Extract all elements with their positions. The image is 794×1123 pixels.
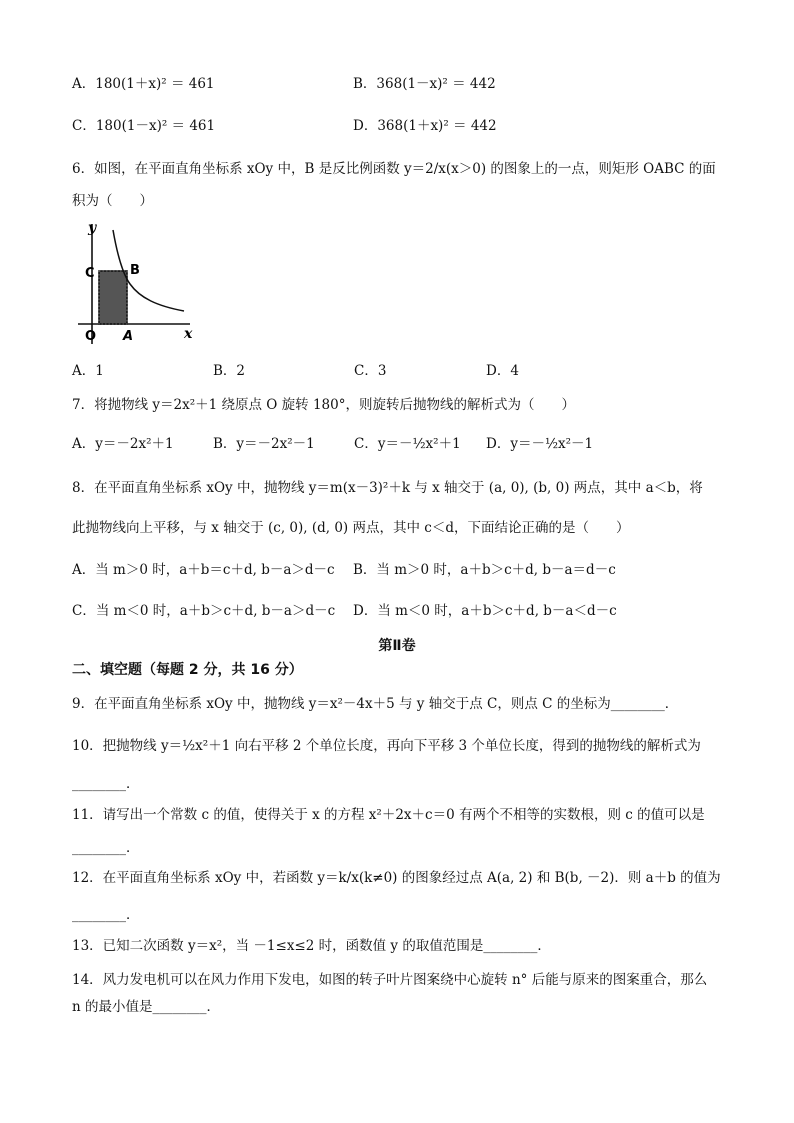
q7-option-b: B．y＝－2x²－1 (213, 436, 315, 452)
fig-label-b: B (130, 263, 140, 278)
fig-label-c: C (85, 266, 95, 281)
q7-option-d: D．y＝－½x²－1 (486, 436, 594, 452)
q8-option-d: D．当 m＜0 时，a＋b＞c＋d, b－a＜d－c (353, 603, 617, 619)
q9-stem: 9．在平面直角坐标系 xOy 中，抛物线 y＝x²－4x＋5 与 y 轴交于点 C，则点 C 的坐标为________． (72, 696, 679, 712)
q8-option-b: B．当 m＞0 时，a＋b＞c＋d, b－a＝d－c (353, 562, 616, 578)
q8-option-a: A．当 m＞0 时，a＋b＝c＋d, b－a＞d－c (72, 562, 335, 578)
q14-stem-line1: 14．风力发电机可以在风力作用下发电，如图的转子叶片图案绕中心旋转 n° 后能与原来的图案重合，那么 (72, 972, 708, 988)
q6-option-d: D．4 (486, 363, 519, 379)
q8-stem-line2: 此抛物线向上平移，与 x 轴交于 (c, 0), (d, 0) 两点，其中 c＜d，下面结论正确的是（ ） (72, 520, 630, 536)
fig-label-a: A (123, 329, 134, 344)
q8-stem-line1: 8．在平面直角坐标系 xOy 中，抛物线 y＝m(x－3)²＋k 与 x 轴交于 (a, 0), (b, 0) 两点，其中 a＜b，将 (72, 480, 703, 496)
q12-stem-line2: ________． (72, 907, 140, 923)
fig-label-x: x (184, 326, 193, 342)
rectangle-oabc (99, 271, 127, 324)
section-fill-in-title: 二、填空题（每题 2 分，共 16 分） (72, 662, 303, 678)
q6-figure-reciprocal-graph (72, 218, 197, 348)
q6-option-b: B．2 (213, 363, 246, 379)
q14-stem-line2: n 的最小值是________． (72, 999, 220, 1015)
q6-option-a: A．1 (72, 363, 104, 379)
fig-label-o: O (85, 329, 97, 344)
q7-stem: 7．将抛物线 y＝2x²＋1 绕原点 O 旋转 180°，则旋转后抛物线的解析式为（ ） (72, 397, 575, 413)
q10-stem-line1: 10．把抛物线 y＝½x²＋1 向右平移 2 个单位长度，再向下平移 3 个单位长度，得到的抛物线的解析式为 (72, 738, 701, 754)
q5-option-d: D．368(1＋x)² ＝ 442 (353, 118, 497, 134)
q5-option-c: C．180(1－x)² ＝ 461 (72, 118, 216, 134)
q7-option-a: A．y＝－2x²＋1 (72, 436, 174, 452)
q5-option-b: B．368(1－x)² ＝ 442 (353, 76, 496, 92)
q11-stem-line1: 11．请写出一个常数 c 的值，使得关于 x 的方程 x²＋2x＋c＝0 有两个不相等的实数根，则 c 的值可以是 (72, 807, 705, 823)
q12-stem-line1: 12．在平面直角坐标系 xOy 中，若函数 y＝k/x(k≠0) 的图象经过点 A(a, 2) 和 B(b, －2)．则 a＋b 的值为 (72, 870, 721, 886)
q6-stem-line1: 6．如图，在平面直角坐标系 xOy 中，B 是反比例函数 y＝2/x(x＞0) 的图象上的一点，则矩形 OABC 的面 (72, 161, 716, 177)
part-two-title: 第Ⅱ卷 (378, 638, 416, 654)
q6-option-c: C．3 (354, 363, 387, 379)
q13-stem: 13．已知二次函数 y＝x²，当 －1≤x≤2 时，函数值 y 的取值范围是________． (72, 938, 551, 954)
q6-stem-line2: 积为（ ） (72, 193, 153, 209)
q5-option-a: A．180(1＋x)² ＝ 461 (72, 76, 215, 92)
fig-label-y: y (88, 220, 97, 236)
q8-option-c: C．当 m＜0 时，a＋b＞c＋d, b－a＞d－c (72, 603, 336, 619)
q11-stem-line2: ________． (72, 840, 140, 856)
q10-stem-line2: ________． (72, 776, 140, 792)
q7-option-c: C．y＝－½x²＋1 (354, 436, 461, 452)
